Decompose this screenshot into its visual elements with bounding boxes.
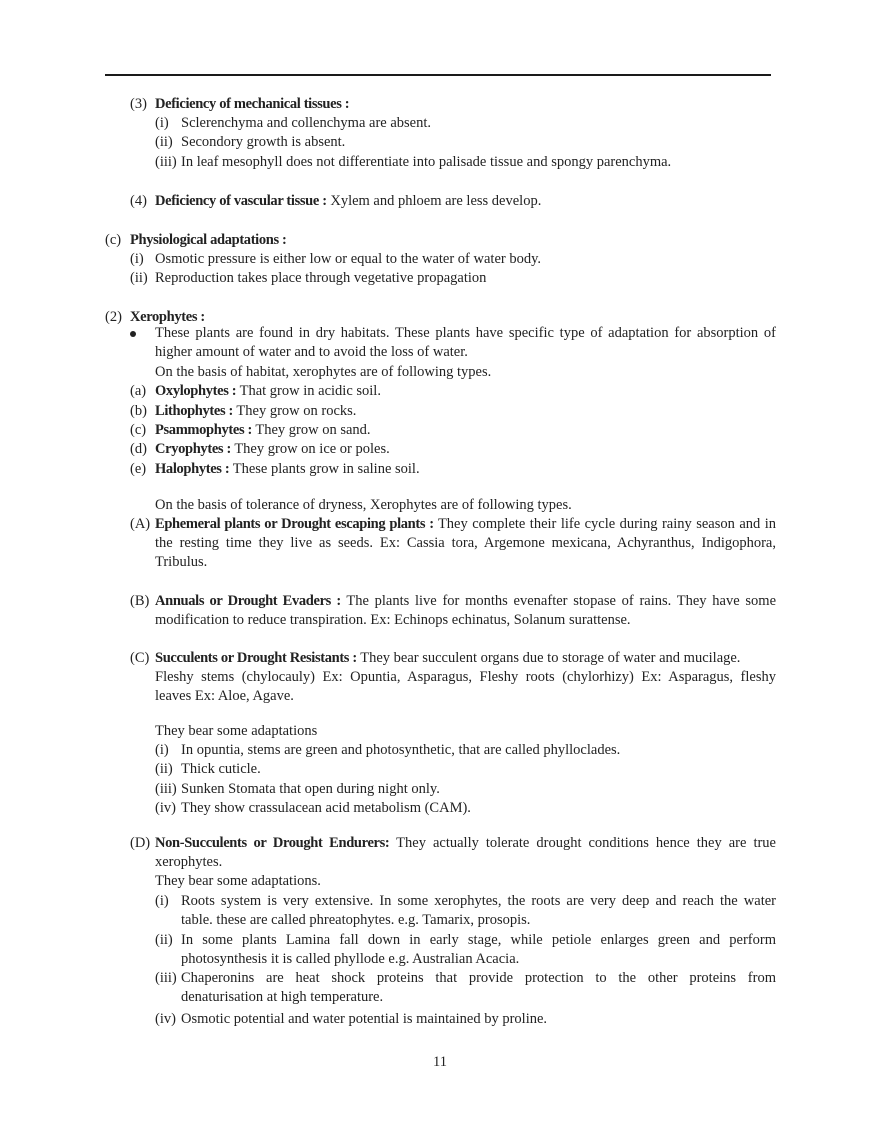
item-label: (B) bbox=[130, 593, 150, 609]
item-label: (i) bbox=[155, 115, 169, 131]
item-text: They show crassulacean acid metabolism (CAM). bbox=[181, 800, 471, 816]
definition: They grow on rocks. bbox=[233, 403, 357, 419]
term: Oxylophytes : bbox=[155, 383, 237, 399]
item-label: (i) bbox=[155, 893, 169, 909]
item-text: denaturisation at high temperature. bbox=[181, 989, 384, 1005]
item-label: (C) bbox=[130, 650, 150, 666]
item-text: Roots system is very extensive. In some xerophytes, the roots are very deep and reach the water bbox=[181, 893, 776, 909]
paragraph: On the basis of habitat, xerophytes are of following types. bbox=[155, 364, 492, 380]
item-label: (b) bbox=[130, 403, 147, 419]
term: Non-Succulents or Drought Endurers: bbox=[155, 835, 390, 851]
item-label: (2) bbox=[105, 309, 122, 325]
habitat-type bbox=[155, 382, 381, 400]
paragraph-line bbox=[155, 515, 776, 533]
habitat-type bbox=[155, 460, 420, 478]
item-text: Osmotic potential and water potential is maintained by proline. bbox=[181, 1011, 548, 1027]
definition: These plants grow in saline soil. bbox=[229, 461, 420, 477]
section-heading: Xerophytes : bbox=[130, 309, 205, 325]
section-heading: Physiological adaptations : bbox=[130, 232, 287, 248]
item-label: (ii) bbox=[130, 270, 148, 286]
item-text: Osmotic pressure is either low or equal to the water of water body. bbox=[155, 251, 542, 267]
paragraph: They bear some adaptations bbox=[155, 723, 318, 739]
item-text: In opuntia, stems are green and photosynthetic, that are called phylloclades. bbox=[181, 742, 621, 758]
item-label: (3) bbox=[130, 96, 147, 112]
item-label: (a) bbox=[130, 383, 147, 399]
paragraph: They bear some adaptations. bbox=[155, 873, 321, 889]
bullet-text: These plants are found in dry habitats. These plants have specific type of adaptation for absorption of bbox=[155, 325, 776, 341]
habitat-type bbox=[155, 440, 390, 458]
item-label: (D) bbox=[130, 835, 151, 851]
paragraph-line bbox=[155, 834, 776, 852]
item-text: Sunken Stomata that open during night only. bbox=[181, 781, 440, 797]
bullet-text: higher amount of water and to avoid the loss of water. bbox=[155, 344, 468, 360]
paragraph-line: xerophytes. bbox=[155, 854, 223, 870]
item-label: (e) bbox=[130, 461, 147, 477]
section-heading: Deficiency of vascular tissue : bbox=[155, 193, 327, 209]
item-label: (ii) bbox=[155, 761, 173, 777]
paragraph-line: leaves Ex: Aloe, Agave. bbox=[155, 688, 294, 704]
item-label: (iii) bbox=[155, 781, 177, 797]
item-label: (A) bbox=[130, 516, 151, 532]
item-label: (ii) bbox=[155, 932, 173, 948]
definition: They grow on ice or poles. bbox=[230, 441, 390, 457]
item-label: (iii) bbox=[155, 970, 177, 986]
header-rule bbox=[105, 74, 771, 76]
item-text: table. these are called phreatophytes. e.g. Tamarix, prosopis. bbox=[181, 912, 531, 928]
paragraph-line bbox=[155, 592, 776, 610]
item-text: In leaf mesophyll does not differentiate into palisade tissue and spongy parenchyma. bbox=[181, 154, 672, 170]
term: Succulents or Drought Resistants : bbox=[155, 650, 357, 666]
paragraph-line: Fleshy stems (chylocauly) Ex: Opuntia, Asparagus, Fleshy roots (chylorhizy) Ex: Asparagus, fleshy bbox=[155, 669, 776, 685]
term: Psammophytes : bbox=[155, 422, 252, 438]
item-label: (iv) bbox=[155, 800, 176, 816]
item-label: (c) bbox=[130, 422, 147, 438]
term: Lithophytes : bbox=[155, 403, 234, 419]
paragraph-line: Tribulus. bbox=[155, 554, 208, 570]
bullet-icon bbox=[130, 331, 136, 337]
paragraph-line bbox=[155, 649, 740, 667]
paragraph-line: the resting time they live as seeds. Ex: Cassia tora, Argemone mexicana, Achyranthus, Indigophora, bbox=[155, 535, 776, 551]
item-label: (4) bbox=[130, 193, 147, 209]
item-text: Thick cuticle. bbox=[181, 761, 261, 777]
habitat-type bbox=[155, 402, 356, 420]
item-text: In some plants Lamina fall down in early stage, while petiole enlarges green and perform bbox=[181, 932, 776, 948]
term: Ephemeral plants or Drought escaping plants : bbox=[155, 516, 434, 532]
term: Halophytes : bbox=[155, 461, 230, 477]
item-text: Reproduction takes place through vegetative propagation bbox=[155, 270, 487, 286]
paragraph bbox=[155, 192, 541, 210]
definition: The plants live for months evenafter stopase of rains. They have some bbox=[340, 593, 777, 609]
item-label: (ii) bbox=[155, 134, 173, 150]
item-text: Xylem and phloem are less develop. bbox=[326, 193, 542, 209]
item-label: (d) bbox=[130, 441, 147, 457]
definition: That grow in acidic soil. bbox=[236, 383, 381, 399]
item-text: photosynthesis it is called phyllode e.g. Australian Acacia. bbox=[181, 951, 520, 967]
paragraph: On the basis of tolerance of dryness, Xerophytes are of following types. bbox=[155, 497, 572, 513]
paragraph-line: modification to reduce transpiration. Ex: Echinops echinatus, Solanum surattense. bbox=[155, 612, 631, 628]
item-label: (i) bbox=[155, 742, 169, 758]
definition: They actually tolerate drought conditions hence they are true bbox=[389, 835, 776, 851]
definition: They complete their life cycle during rainy season and in bbox=[433, 516, 776, 532]
definition: They bear succulent organs due to storage of water and mucilage. bbox=[356, 650, 741, 666]
habitat-type bbox=[155, 421, 371, 439]
definition: They grow on sand. bbox=[252, 422, 371, 438]
item-label: (c) bbox=[105, 232, 122, 248]
item-label: (iii) bbox=[155, 154, 177, 170]
item-label: (i) bbox=[130, 251, 144, 267]
item-label: (iv) bbox=[155, 1011, 176, 1027]
term: Annuals or Drought Evaders : bbox=[155, 593, 341, 609]
item-text: Sclerenchyma and collenchyma are absent. bbox=[181, 115, 432, 131]
section-heading: Deficiency of mechanical tissues : bbox=[155, 96, 350, 112]
item-text: Secondory growth is absent. bbox=[181, 134, 346, 150]
term: Cryophytes : bbox=[155, 441, 231, 457]
item-text: Chaperonins are heat shock proteins that provide protection to the other proteins from bbox=[181, 970, 776, 986]
page-number: 11 bbox=[433, 1054, 447, 1070]
